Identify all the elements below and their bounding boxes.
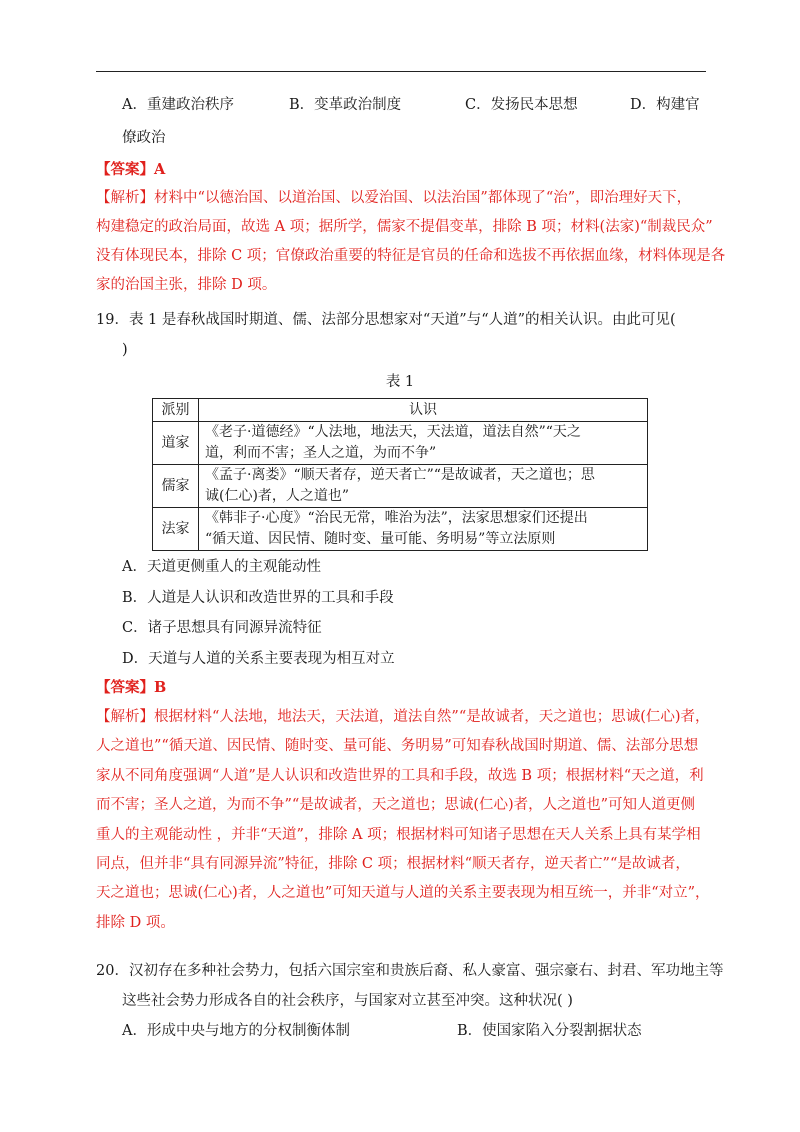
table-row — [153, 508, 648, 551]
q20-option-b: B．使国家陷入分裂割据状态 — [457, 1023, 642, 1039]
q19-option-a: A．天道更侧重人的主观能动性 — [122, 559, 321, 575]
q18-option-d: D．构建官 — [630, 97, 700, 113]
q19-analysis-line: 人之道也”“循天道、因民情、随时变、量可能、务明易”可知春秋战国时期道、儒、法部分思想 — [96, 738, 699, 755]
table-header-view: 认识 — [199, 399, 648, 422]
q18-answer: 【答案】A — [96, 161, 166, 178]
q19-analysis-line: 【解析】根据材料“人法地，地法天，天法道，道法自然”“是故诚者，天之道也；思诚(仁心)者， — [96, 709, 710, 725]
q19-option-c: C．诸子思想具有同源异流特征 — [122, 620, 322, 636]
q18-analysis — [96, 184, 725, 300]
q20-option-a: A．形成中央与地方的分权制衡体制 — [122, 1023, 350, 1039]
thought-table — [152, 398, 648, 551]
table-header-row — [153, 399, 648, 422]
table-cell-line: 《孟子·离娄》“顺天者存，逆天者亡”“是故诚者，天之道也；思 — [205, 467, 595, 483]
q19-analysis-line: 天之道也；思诚(仁心)者，人之道也”可知天道与人道的关系主要表现为相互统一，并非“对立”， — [96, 885, 710, 902]
table-header-school: 派别 — [153, 399, 199, 422]
table-caption: 表 1 — [385, 374, 415, 390]
q19-option-b: B．人道是人认识和改造世界的工具和手段 — [122, 589, 394, 606]
q19-analysis-line: 而不害；圣人之道，为而不争”“是故诚者，天之道也；思诚(仁心)者，人之道也”可知人道更侧 — [96, 797, 696, 814]
table-cell-view — [199, 508, 648, 551]
q19-analysis-line: 排除 D 项。 — [96, 914, 175, 931]
table-cell-school: 法家 — [153, 508, 199, 551]
table-cell-school: 道家 — [153, 422, 199, 465]
q20-stem-line: 这些社会势力形成各自的社会秩序，与国家对立甚至冲突。这种状况( ) — [122, 993, 573, 1009]
q19-stem-line: ) — [122, 342, 128, 358]
table-cell-line: 诚(仁心)者，人之道也” — [205, 488, 350, 504]
q18-analysis-line: 【解析】材料中“以德治国、以道治国、以爱治国、以法治国”都体现了“治”，即治理好天下， — [96, 190, 692, 206]
table-cell-view — [199, 465, 648, 508]
q18-analysis-line: 没有体现民本，排除 C 项；官僚政治重要的特征是官员的任命和选拔不再依据血缘，材料体现是各 — [96, 248, 726, 264]
q18-analysis-line: 构建稳定的政治局面，故选 A 项；据所学，儒家不提倡变革，排除 B 项；材料(法家)“制裁民众” — [96, 219, 713, 235]
table-row — [153, 422, 648, 465]
q19-stem-line: 19．表 1 是春秋战国时期道、儒、法部分思想家对“天道”与“人道”的相关认识。由此可见( — [96, 312, 676, 328]
table-cell-line: 《老子·道德经》“人法地，地法天，天法道，道法自然”“天之 — [205, 424, 581, 440]
q19-analysis-line: 重人的主观能动性 ，并非“天道”，排除 A 项；根据材料可知诸子思想在天人关系上具有某学相 — [96, 826, 701, 843]
q18-option-b: B．变革政治制度 — [289, 97, 402, 113]
q19-analysis-line: 家从不同角度强调“人道”是人认识和改造世界的工具和手段，故选 B 项；根据材料“天之道，利 — [96, 767, 704, 784]
table-cell-line: 《韩非子·心度》“治民无常，唯治为法”，法家思想家们还提出 — [205, 510, 588, 526]
q20-stem-line: 20．汉初存在多种社会势力，包括六国宗室和贵族后裔、私人豪富、强宗豪右、封君、军功地主等 — [96, 963, 724, 979]
q19-analysis — [96, 703, 710, 938]
q18-option-d-wrap: 僚政治 — [122, 130, 166, 146]
q18-analysis-line: 家的治国主张，排除 D 项。 — [96, 277, 277, 293]
header-rule — [96, 71, 706, 72]
table-cell-line: 道，利而不害；圣人之道，为而不争” — [205, 445, 437, 461]
q19-answer: 【答案】B — [96, 679, 167, 696]
q19-analysis-line: 同点，但并非“具有同源异流”特征，排除 C 项；根据材料“顺天者存，逆天者亡”“是故诚者， — [96, 856, 690, 873]
table-row — [153, 465, 648, 508]
table-cell-view — [199, 422, 648, 465]
q18-options — [122, 91, 722, 120]
q18-option-c: C．发扬民本思想 — [465, 97, 578, 113]
q19-option-d: D．天道与人道的关系主要表现为相互对立 — [122, 650, 395, 667]
q18-option-a: A．重建政治秩序 — [122, 97, 234, 113]
q19-options — [122, 552, 395, 674]
table-cell-school: 儒家 — [153, 465, 199, 508]
table-cell-line: “循天道、因民情、随时变、量可能、务明易”等立法原则 — [205, 531, 556, 547]
